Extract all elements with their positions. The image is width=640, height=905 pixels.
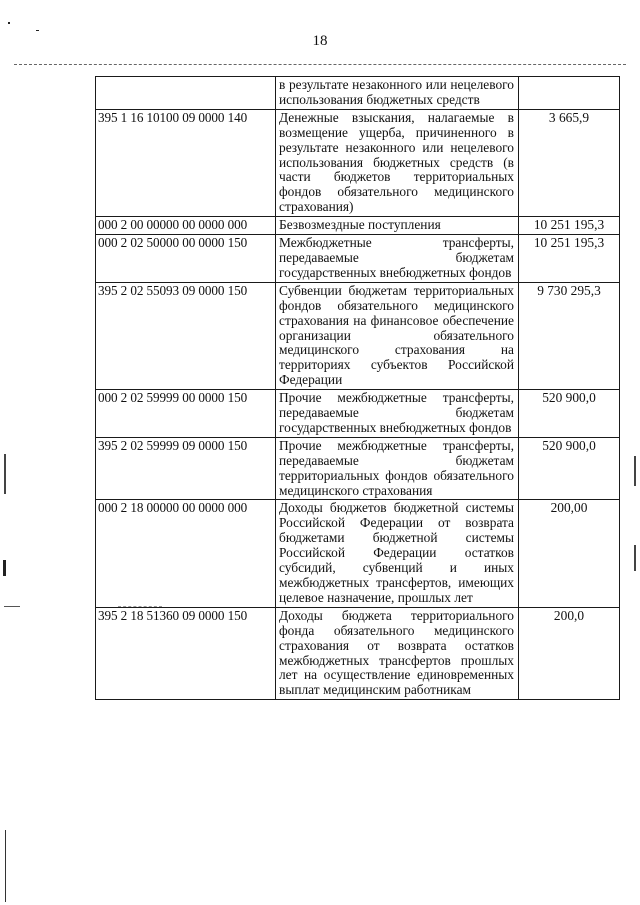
- revenue-name: Безвозмездные поступления: [276, 217, 519, 235]
- scan-mark-left-3: [4, 606, 20, 607]
- revenue-name: Денежные взыскания, налагаемые в возмещение ущерба, причиненного в результате незаконного или нецелевого использования бюджетных средств (в части бюджетов территориальных фондов обязательного медицинского страхования): [276, 109, 519, 216]
- revenue-amount: 520 900,0: [519, 390, 620, 438]
- revenue-amount: 10 251 195,3: [519, 235, 620, 283]
- classification-code: 395 2 02 59999 09 0000 150: [96, 437, 276, 500]
- table-row: [96, 390, 620, 438]
- table-row: [96, 282, 620, 389]
- revenue-name: Субвенции бюджетам территориальных фондов обязательного медицинского страхования на финансовое обеспечение организации обязательного медицинского страхования на территориях субъектов Российской Федерации: [276, 282, 519, 389]
- table-row: [96, 109, 620, 216]
- table-row: [96, 437, 620, 500]
- table-row: [96, 500, 620, 607]
- table-row: [96, 77, 620, 110]
- classification-code: [96, 77, 276, 110]
- scan-mark-left-2: [3, 560, 6, 576]
- revenue-name: Межбюджетные трансферты, передаваемые бюджетам государственных внебюджетных фондов: [276, 235, 519, 283]
- classification-code: 395 1 16 10100 09 0000 140: [96, 109, 276, 216]
- revenue-name: в результате незаконного или нецелевого использования бюджетных средств: [276, 77, 519, 110]
- revenue-amount: 3 665,9: [519, 109, 620, 216]
- revenue-name: Доходы бюджетов бюджетной системы Российской Федерации от возврата бюджетами бюджетной системы Российской Федерации остатков субсидий, субвенций и иных межбюджетных трансфертов, имеющих целевое назначение, прошлых лет: [276, 500, 519, 607]
- table-row: [96, 217, 620, 235]
- scan-mark-right-2: [634, 545, 636, 571]
- page-number: 18: [312, 33, 328, 49]
- revenue-name: Прочие межбюджетные трансферты, передаваемые бюджетам территориальных фондов обязательного медицинского страхования: [276, 437, 519, 500]
- table-row: [96, 235, 620, 283]
- revenue-name: Доходы бюджета территориального фонда обязательного медицинского страхования от возврата остатков межбюджетных трансфертов прошлых лет на осуществление единовременных выплат медицинским работникам: [276, 607, 519, 699]
- classification-code: 000 2 18 00000 00 0000 000: [96, 500, 276, 607]
- revenue-amount: [519, 77, 620, 110]
- classification-code: 000 2 02 59999 00 0000 150: [96, 390, 276, 438]
- revenue-amount: 10 251 195,3: [519, 217, 620, 235]
- revenue-amount: 200,0: [519, 607, 620, 699]
- scan-mark-right-1: [634, 456, 636, 486]
- revenue-amount: 9 730 295,3: [519, 282, 620, 389]
- classification-code: 000 2 00 00000 00 0000 000: [96, 217, 276, 235]
- top-divider: [14, 64, 626, 65]
- revenue-amount: 520 900,0: [519, 437, 620, 500]
- classification-code: 000 2 02 50000 00 0000 150: [96, 235, 276, 283]
- revenue-name: Прочие межбюджетные трансферты, передаваемые бюджетам государственных внебюджетных фондов: [276, 390, 519, 438]
- classification-code: 395 2 18 51360 09 0000 150: [96, 607, 276, 699]
- scan-mark-top-left: [8, 22, 10, 24]
- table-row: [96, 607, 620, 699]
- revenue-amount: 200,00: [519, 500, 620, 607]
- scan-mark-top-left-2: [36, 30, 39, 31]
- scan-mark-left-4: [5, 830, 6, 902]
- scan-mark-left-1: [4, 454, 6, 494]
- classification-code: 395 2 02 55093 09 0000 150: [96, 282, 276, 389]
- budget-revenue-table: [95, 76, 620, 700]
